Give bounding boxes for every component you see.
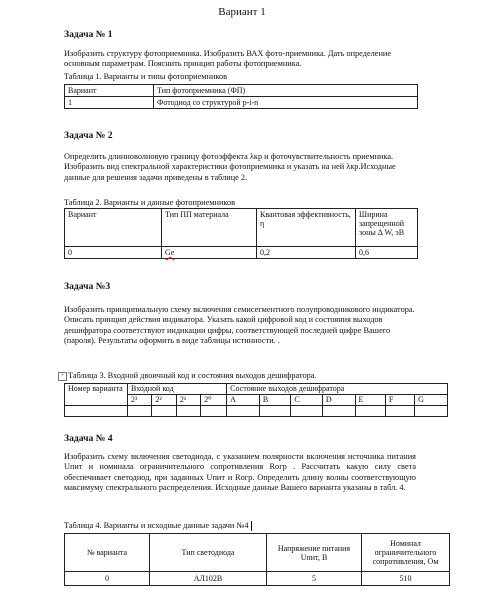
table4-cell-variant: 0 xyxy=(65,572,150,586)
table4-header-led-type: Тип светодиода xyxy=(150,534,267,572)
table3 xyxy=(64,383,448,417)
table3-bit-8: 2³ xyxy=(128,395,152,406)
table3-bit-4: 2² xyxy=(152,395,176,406)
table3-header-variant: Номер варианта xyxy=(65,384,128,406)
table1 xyxy=(64,84,418,109)
table3-bit-2: 2¹ xyxy=(176,395,200,406)
table3-empty-row xyxy=(65,406,448,417)
table1-cell-variant: 1 xyxy=(65,97,154,109)
table1-header-type: Тип фотоприемника (ФП) xyxy=(154,85,418,97)
table3-seg-a: A xyxy=(227,395,260,406)
task3-text: Изобразить принципиальную схему включения семисегментного полупроводникового индикатора. Описать принцип действия индикатора. Указать какой цифровой код и состояния выходов дешифратора соответствуют индикации цифры, соответствующей последней цифре Вашего (пароля). Результаты оформить в виде таблицы истинности. . xyxy=(64,305,415,346)
task4-heading: Задача № 4 xyxy=(64,433,113,444)
task2-text: Определить длинноволновую границу фотоэффекта λкр и фоточувствительность приемника. Изобразить вид спектральной характеристики фотоприемника и указать на ней λкр.Исходные данные для решения задачи приведены в таблице 2. xyxy=(64,152,396,182)
table1-caption: Таблица 1. Варианты и типы фотоприемников xyxy=(64,72,228,81)
task3-heading: Задача №3 xyxy=(64,281,111,292)
task1-text: Изобразить структуру фотоприемника. Изобразить ВАХ фото-приемника. Дать определение основным параметрам. Пояснить принцип работы фотоприемника. xyxy=(64,49,392,69)
table4-header-resistance: Номинал ограничительного сопротивления, Ом xyxy=(362,534,450,572)
table2-cell-variant: 0 xyxy=(65,247,162,259)
table4-cell-voltage: 5 xyxy=(267,572,362,586)
table3-seg-c: C xyxy=(291,395,323,406)
table2-cell-material: Ge xyxy=(162,247,257,259)
table4 xyxy=(64,533,450,586)
table3-seg-e: E xyxy=(355,395,385,406)
table2 xyxy=(64,208,418,259)
table2-cell-efficiency: 0,2 xyxy=(257,247,356,259)
task1-heading: Задача № 1 xyxy=(64,29,113,40)
table4-header-voltage: Напряжение питания Uпит, В xyxy=(267,534,362,572)
table2-header-efficiency: Квантовая эффективность, η xyxy=(257,209,356,247)
table3-header-input-code: Входной код xyxy=(128,384,227,395)
table1-header-variant: Вариант xyxy=(65,85,154,97)
table2-header-variant: Вариант xyxy=(65,209,162,247)
table3-seg-d: D xyxy=(322,395,355,406)
table4-cell-resistance: 510 xyxy=(362,572,450,586)
table3-seg-b: B xyxy=(259,395,291,406)
table-move-handle-icon[interactable]: + xyxy=(58,372,67,381)
table2-cell-bandgap: 0,6 xyxy=(356,247,418,259)
table3-bit-1: 2⁰ xyxy=(201,395,227,406)
table3-seg-f: F xyxy=(385,395,414,406)
table2-header-bandgap: Ширина запрещенной зоны Δ W, эВ xyxy=(356,209,418,247)
table4-header-variant: № варианта xyxy=(65,534,150,572)
table4-cell-led-type: АЛ102В xyxy=(150,572,267,586)
table3-header-outputs: Состояние выходов дешифратора xyxy=(227,384,448,395)
table4-caption: Таблица 4. Варианты и исходные данные задачи №4 xyxy=(64,521,252,531)
text-cursor xyxy=(251,521,252,531)
page-title: Вариант 1 xyxy=(218,6,266,18)
task4-text: Изобразить схему включения светодиода, с указанием полярности включения источника питания Uпит и номинала ограничительного сопротивления Rогр . Рассчитать какую силу света обеспечивает светодиод, при заданных Uпит и Rогр. Определить длину волны соответствующую максимуму спектрального распределения. Исходные данные Вашего варианта указаны в табл. 4. xyxy=(64,452,416,493)
task2-heading: Задача № 2 xyxy=(64,130,113,141)
table2-caption: Таблица 2. Варианты и данные фотоприемников xyxy=(64,198,236,207)
table3-caption: Таблица 3. Входной двоичный код и состояния выходов дешифратора. xyxy=(68,371,317,380)
table2-header-material: Тип ПП материала xyxy=(162,209,257,247)
table3-seg-g: G xyxy=(415,395,448,406)
table1-cell-type: Фотодиод со структурой p-i-n xyxy=(154,97,418,109)
